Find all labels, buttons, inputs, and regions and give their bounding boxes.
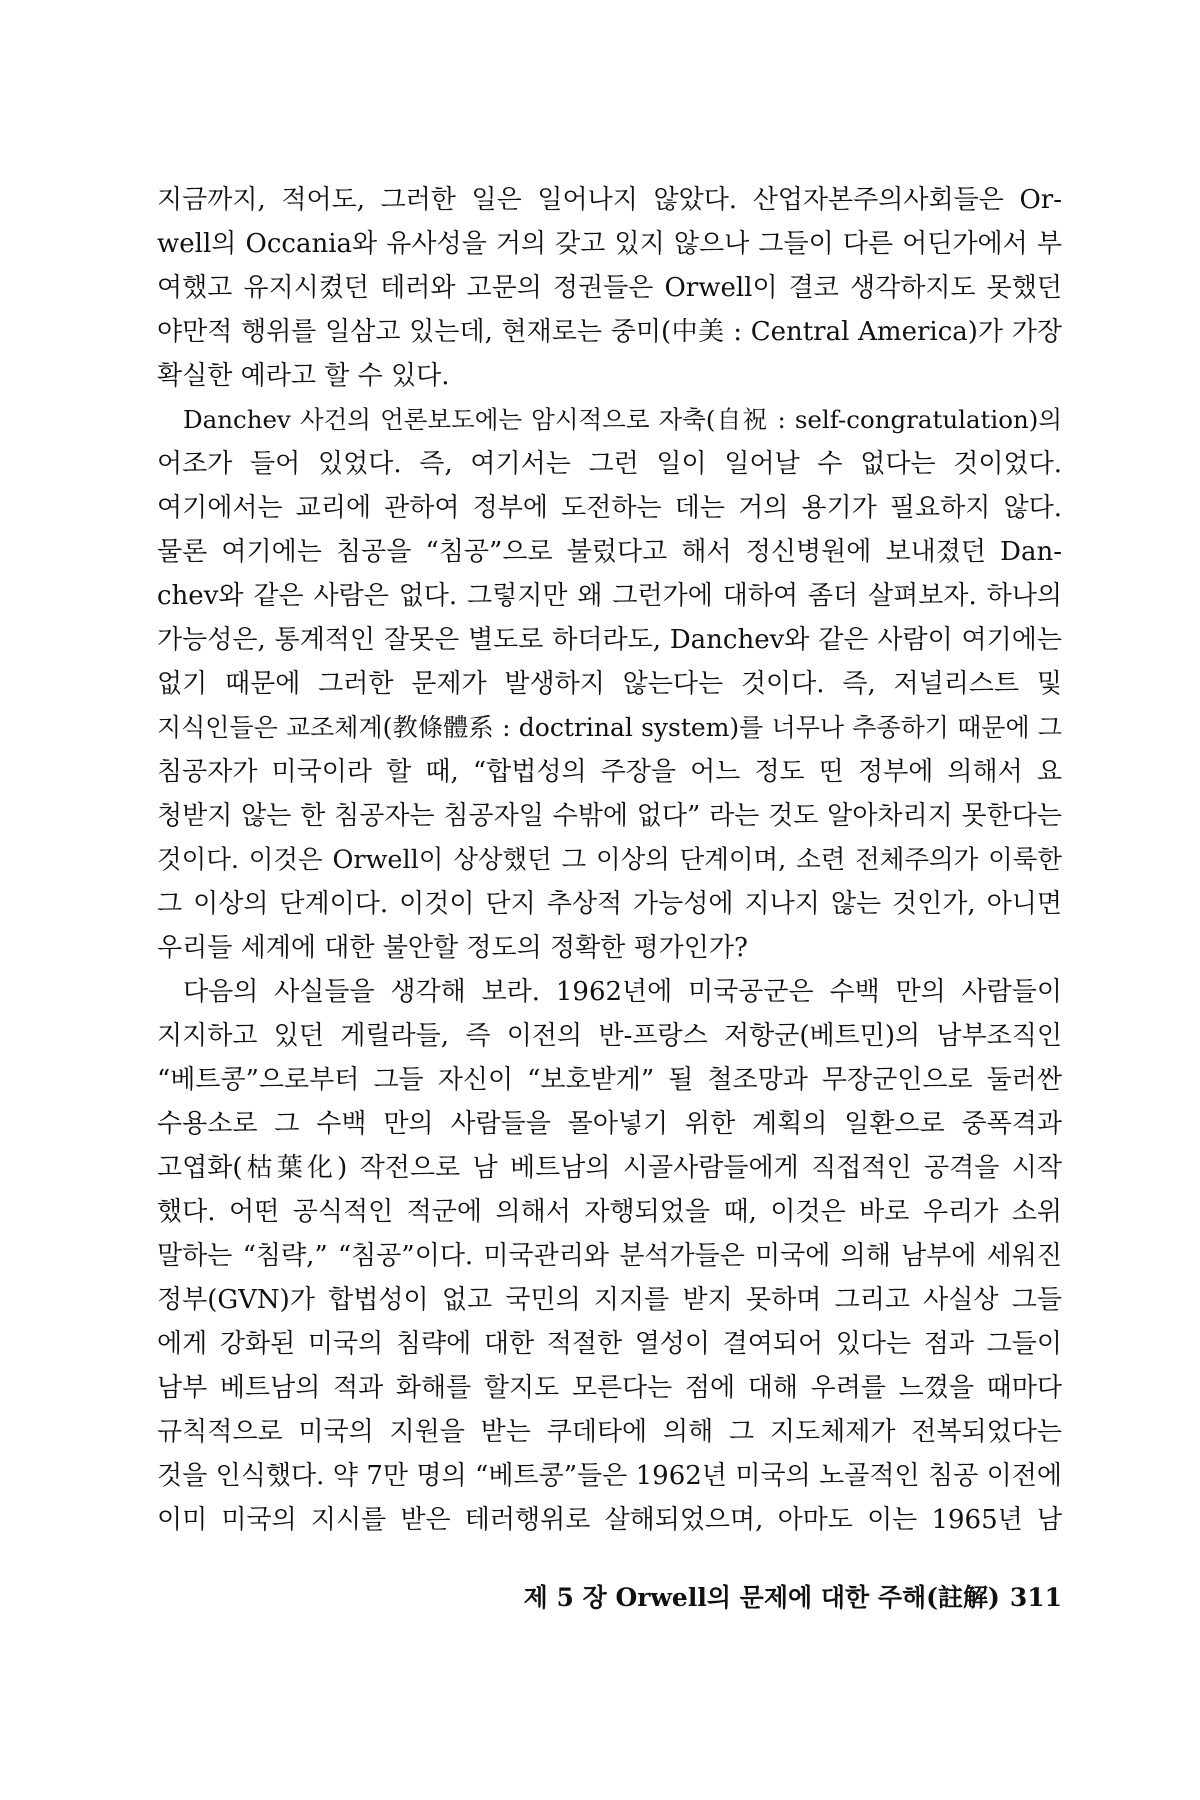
text-line: 침공자가 미국이라 할 때, “합법성의 주장을 어느 정도 띤 정부에 의해서 요 [157, 757, 1062, 787]
text-line: 남부 베트남의 적과 화해를 할지도 모른다는 점에 대해 우려를 느꼈을 때마다 [157, 1373, 1062, 1403]
text-line: 규칙적으로 미국의 지원을 받는 쿠데타에 의해 그 지도체제가 전복되었다는 [157, 1417, 1062, 1447]
text-line: 정부(GVN)가 합법성이 없고 국민의 지지를 받지 못하며 그리고 사실상 그들 [157, 1285, 1062, 1315]
text-line: 청받지 않는 한 침공자는 침공자일 수밖에 없다” 라는 것도 알아차리지 못한다는 [157, 801, 1062, 831]
text-line: 여기에서는 교리에 관하여 정부에 도전하는 데는 거의 용기가 필요하지 않다. [157, 493, 1062, 523]
text-line: well의 Occania와 유사성을 거의 갖고 있지 않으나 그들이 다른 어딘가에서 부 [157, 229, 1062, 259]
running-footer [480, 1578, 1062, 1618]
text-line: chev와 같은 사람은 없다. 그렇지만 왜 그런가에 대하여 좀더 살펴보자. 하나의 [157, 581, 1062, 611]
text-line: 것을 인식했다. 약 7만 명의 “베트콩”들은 1962년 미국의 노골적인 침공 이전에 [157, 1461, 1062, 1491]
text-line: 수용소로 그 수백 만의 사람들을 몰아넣기 위한 계획의 일환으로 중폭격과 [157, 1109, 1062, 1139]
text-line: 확실한 예라고 할 수 있다. [157, 361, 450, 391]
text-line: “베트콩”으로부터 그들 자신이 “보호받게” 될 철조망과 무장군인으로 둘러싼 [157, 1065, 1062, 1095]
text-line: Danchev 사건의 언론보도에는 암시적으로 자축(自祝 : self-congratulation)의 [183, 405, 1062, 434]
text-line: 우리들 세계에 대한 불안할 정도의 정확한 평가인가? [157, 933, 748, 963]
text-line: 물론 여기에는 침공을 “침공”으로 불렀다고 해서 정신병원에 보내졌던 Dan- [157, 537, 1062, 567]
text-line: 에게 강화된 미국의 침략에 대한 적절한 열성이 결여되어 있다는 점과 그들이 [157, 1329, 1062, 1359]
text-line: 고엽화(枯葉化) 작전으로 남 베트남의 시골사람들에게 직접적인 공격을 시작 [157, 1153, 1062, 1183]
text-line: 여했고 유지시켰던 테러와 고문의 정권들은 Orwell이 결코 생각하지도 못했던 [157, 273, 1062, 303]
text-line: 이미 미국의 지시를 받은 테러행위로 살해되었으며, 아마도 이는 1965년 남 [157, 1505, 1062, 1535]
text-line: 지지하고 있던 게릴라들, 즉 이전의 반-프랑스 저항군(베트민)의 남부조직인 [157, 1021, 1062, 1051]
text-line: 했다. 어떤 공식적인 적군에 의해서 자행되었을 때, 이것은 바로 우리가 소위 [157, 1197, 1062, 1227]
text-line: 지식인들은 교조체계(教條體系 : doctrinal system)를 너무나 추종하기 때문에 그 [157, 713, 1062, 742]
chapter-title: 제 5 장 Orwell의 문제에 대한 주해(註解) [523, 1583, 1000, 1612]
text-line: 말하는 “침략,” “침공”이다. 미국관리와 분석가들은 미국에 의해 남부에 세워진 [157, 1241, 1062, 1271]
text-line: 야만적 행위를 일삼고 있는데, 현재로는 중미(中美 : Central America)가 가장 [157, 317, 1062, 347]
text-line: 가능성은, 통계적인 잘못은 별도로 하더라도, Danchev와 같은 사람이 여기에는 [157, 625, 1062, 655]
text-line: 그 이상의 단계이다. 이것이 단지 추상적 가능성에 지나지 않는 것인가, 아니면 [157, 889, 1062, 919]
body-text [157, 178, 1062, 1542]
page-number: 311 [1009, 1583, 1062, 1612]
text-line: 것이다. 이것은 Orwell이 상상했던 그 이상의 단계이며, 소련 전체주의가 이룩한 [157, 845, 1062, 875]
text-line: 지금까지, 적어도, 그러한 일은 일어나지 않았다. 산업자본주의사회들은 Or- [157, 185, 1062, 215]
text-line: 없기 때문에 그러한 문제가 발생하지 않는다는 것이다. 즉, 저널리스트 및 [157, 669, 1062, 699]
text-line: 어조가 들어 있었다. 즉, 여기서는 그런 일이 일어날 수 없다는 것이었다. [157, 449, 1062, 479]
text-line: 다음의 사실들을 생각해 보라. 1962년에 미국공군은 수백 만의 사람들이 [183, 977, 1062, 1007]
